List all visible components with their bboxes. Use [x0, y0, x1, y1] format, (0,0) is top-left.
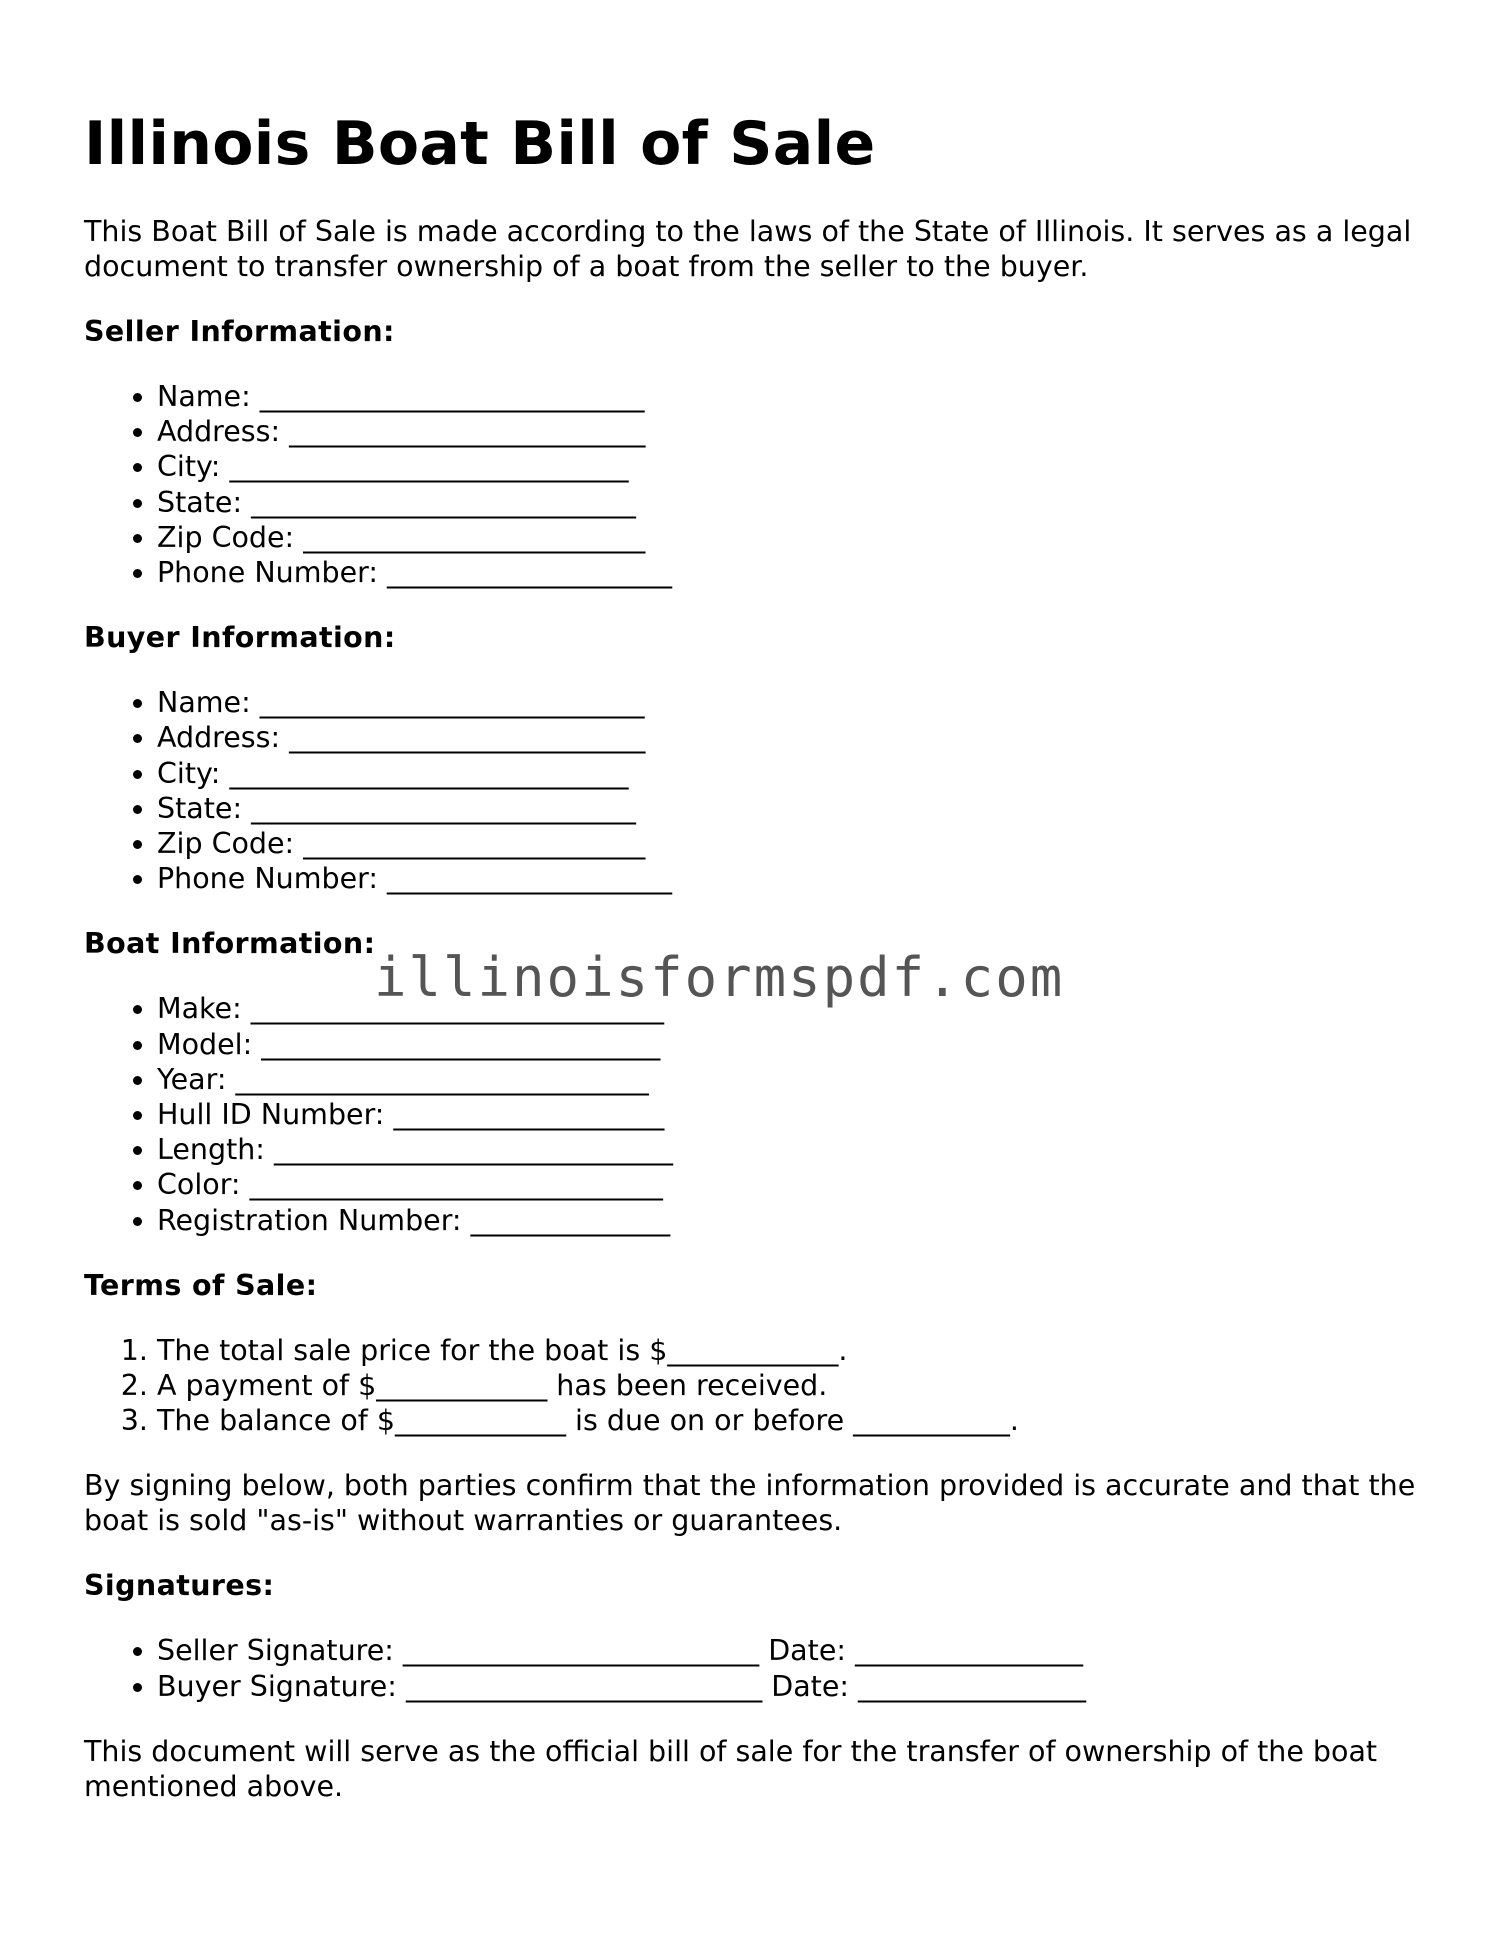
boat-year-field: • Year: _____________________________	[157, 1062, 1424, 1097]
buyer-address-field: • Address: _________________________	[157, 720, 1424, 755]
buyer-phone-field: • Phone Number: ____________________	[157, 861, 1424, 896]
closing-paragraph: This document will serve as the official bill of sale for the transfer of ownership of the boat mentioned above.	[84, 1734, 1378, 1803]
buyer-city-field: • City: ____________________________	[157, 756, 1424, 791]
seller-name-field: • Name: ___________________________	[157, 379, 1424, 414]
seller-signature-line: • Seller Signature: _________________________ Date: ________________	[157, 1633, 1424, 1668]
seller-fields-list	[84, 379, 1424, 590]
boat-make-field: • Make: _____________________________	[157, 991, 1424, 1026]
terms-heading: Terms of Sale:	[84, 1268, 318, 1302]
signatures-list	[84, 1633, 1424, 1703]
terms-item-payment: 2. A payment of $____________ has been received.	[157, 1368, 1424, 1403]
terms-item-balance: 3. The balance of $____________ is due on or before ___________.	[157, 1403, 1424, 1438]
buyer-name-field: • Name: ___________________________	[157, 685, 1424, 720]
boat-heading: Boat Information:	[84, 927, 376, 961]
page-title: Illinois Boat Bill of Sale	[84, 109, 876, 179]
buyer-heading: Buyer Information:	[84, 621, 396, 655]
confirmation-paragraph: By signing below, both parties confirm that the information provided is accurate and that the boat is sold "as-is" without warranties or guarantees.	[84, 1469, 1416, 1538]
boat-hull-id-field: • Hull ID Number: ___________________	[157, 1097, 1424, 1132]
seller-address-field: • Address: _________________________	[157, 414, 1424, 449]
watermark-text: illinoisformspdf.com	[374, 946, 1065, 1009]
intro-paragraph: This Boat Bill of Sale is made according to the laws of the State of Illinois. It serves as a legal document to transfer ownership of a boat from the seller to the buyer.	[84, 215, 1412, 283]
terms-item-total-price: 1. The total sale price for the boat is $____________.	[157, 1333, 1424, 1368]
terms-list	[84, 1333, 1424, 1439]
seller-city-field: • City: ____________________________	[157, 449, 1424, 484]
seller-phone-field: • Phone Number: ____________________	[157, 555, 1424, 590]
seller-zip-field: • Zip Code: ________________________	[157, 520, 1424, 555]
boat-fields-list	[84, 991, 1424, 1237]
seller-heading: Seller Information:	[84, 315, 395, 348]
buyer-state-field: • State: ___________________________	[157, 791, 1424, 826]
boat-color-field: • Color: _____________________________	[157, 1167, 1424, 1202]
buyer-fields-list	[84, 685, 1424, 896]
signatures-heading: Signatures:	[84, 1569, 275, 1603]
boat-length-field: • Length: ____________________________	[157, 1132, 1424, 1167]
boat-model-field: • Model: ____________________________	[157, 1027, 1424, 1062]
boat-registration-field: • Registration Number: ______________	[157, 1203, 1424, 1238]
buyer-zip-field: • Zip Code: ________________________	[157, 826, 1424, 861]
seller-state-field: • State: ___________________________	[157, 485, 1424, 520]
buyer-signature-line: • Buyer Signature: _________________________ Date: ________________	[157, 1669, 1424, 1704]
